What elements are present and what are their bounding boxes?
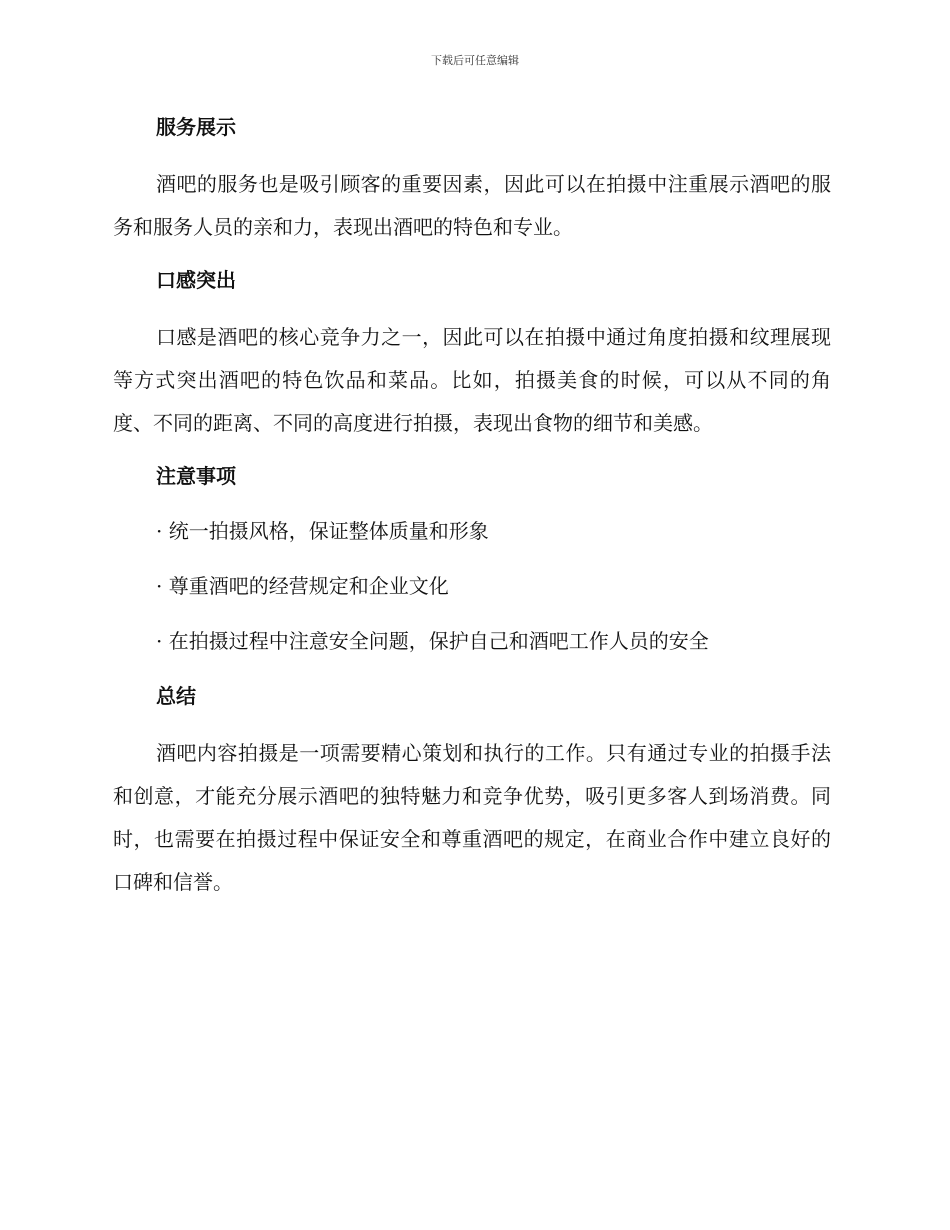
bullet-item-rules: · 尊重酒吧的经营规定和企业文化 [156, 574, 449, 598]
bullet-item-safety: · 在拍摄过程中注意安全问题，保护自己和酒吧工作人员的安全 [156, 629, 709, 653]
page-header: 下载后可任意编辑 [431, 54, 519, 67]
heading-taste: 口感突出 [156, 268, 236, 292]
heading-summary: 总结 [156, 684, 196, 708]
heading-notes: 注意事项 [156, 464, 236, 488]
heading-service: 服务展示 [156, 115, 236, 139]
document-body [113, 108, 831, 916]
paragraph-summary: 酒吧内容拍摄是一项需要精心策划和执行的工作。只有通过专业的拍摄手法和创意，才能充分展示酒吧的独特魅力和竞争优势，吸引更多客人到场消费。同时，也需要在拍摄过程中保证安全和尊重酒吧的规定，在商业合作中建立良好的口碑和信誉。 [113, 741, 831, 894]
bullet-item-style: · 统一拍摄风格，保证整体质量和形象 [156, 519, 489, 543]
paragraph-service: 酒吧的服务也是吸引顾客的重要因素，因此可以在拍摄中注重展示酒吧的服务和服务人员的亲和力，表现出酒吧的特色和专业。 [113, 172, 831, 239]
paragraph-taste: 口感是酒吧的核心竞争力之一，因此可以在拍摄中通过角度拍摄和纹理展现等方式突出酒吧的特色饮品和菜品。比如，拍摄美食的时候，可以从不同的角度、不同的距离、不同的高度进行拍摄，表现出食物的细节和美感。 [113, 325, 831, 435]
